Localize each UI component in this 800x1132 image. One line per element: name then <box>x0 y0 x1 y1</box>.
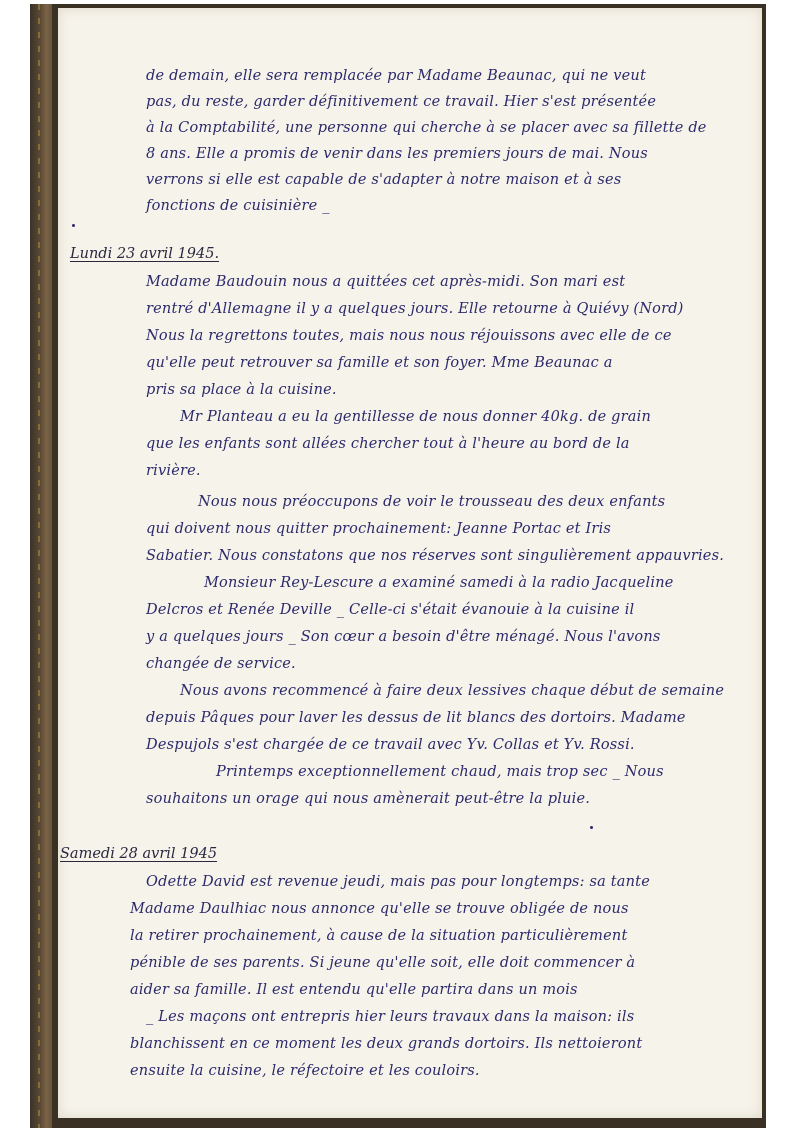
entry-date-heading: Lundi 23 avril 1945. <box>70 246 220 262</box>
journal-line: changée de service. <box>146 656 296 672</box>
journal-line: pris sa place à la cuisine. <box>146 382 337 398</box>
journal-line: Nous la regrettons toutes, mais nous nous réjouissons avec elle de ce <box>146 328 672 344</box>
journal-line: qu'elle peut retrouver sa famille et son foyer. Mme Beaunac a <box>146 355 613 371</box>
journal-line: depuis Pâques pour laver les dessus de lit blancs des dortoirs. Madame <box>146 710 686 726</box>
journal-line: que les enfants sont allées chercher tout à l'heure au bord de la <box>146 436 630 452</box>
journal-line: Madame Baudouin nous a quittées cet après-midi. Son mari est <box>146 274 626 290</box>
journal-line: pas, du reste, garder définitivement ce travail. Hier s'est présentée <box>146 94 657 110</box>
journal-line: blanchissent en ce moment les deux grands dortoirs. Ils nettoieront <box>130 1036 643 1052</box>
journal-line: de demain, elle sera remplacée par Madame Beaunac, qui ne veut <box>146 68 646 84</box>
journal-line: Despujols s'est chargée de ce travail avec Yv. Collas et Yv. Rossi. <box>146 737 635 753</box>
journal-line: Nous nous préoccupons de voir le trousseau des deux enfants <box>198 494 666 510</box>
journal-line: Monsieur Rey-Lescure a examiné samedi à la radio Jacqueline <box>204 575 674 591</box>
journal-line: à la Comptabilité, une personne qui cherche à se placer avec sa fillette de <box>146 120 707 136</box>
journal-line: pénible de ses parents. Si jeune qu'elle soit, elle doit commencer à <box>130 955 636 971</box>
journal-line: verrons si elle est capable de s'adapter à notre maison et à ses <box>146 172 622 188</box>
journal-line: y a quelques jours _ Son cœur a besoin d'être ménagé. Nous l'avons <box>146 629 661 645</box>
journal-page <box>58 8 762 1118</box>
journal-line: Printemps exceptionnellement chaud, mais trop sec _ Nous <box>216 764 664 780</box>
journal-line: rivière. <box>146 463 201 479</box>
ink-dot <box>72 224 75 227</box>
journal-line: Nous avons recommencé à faire deux lessives chaque début de semaine <box>180 683 725 699</box>
journal-line: Mr Planteau a eu la gentillesse de nous donner 40kg. de grain <box>180 409 652 425</box>
journal-line: rentré d'Allemagne il y a quelques jours. Elle retourne à Quiévy (Nord) <box>146 301 684 317</box>
journal-line: Madame Daulhiac nous annonce qu'elle se trouve obligée de nous <box>130 901 629 917</box>
entry-date-heading: Samedi 28 avril 1945 <box>60 846 218 862</box>
journal-line: la retirer prochainement, à cause de la situation particulièrement <box>130 928 628 944</box>
journal-line: fonctions de cuisinière _ <box>146 198 330 214</box>
journal-line: qui doivent nous quitter prochainement: Jeanne Portac et Iris <box>146 521 612 537</box>
journal-line: aider sa famille. Il est entendu qu'elle partira dans un mois <box>130 982 578 998</box>
ink-dot <box>590 826 593 829</box>
journal-line: Sabatier. Nous constatons que nos réserves sont singulièrement appauvries. <box>146 548 725 564</box>
journal-line: _ Les maçons ont entrepris hier leurs travaux dans la maison: ils <box>146 1009 635 1025</box>
journal-line: ensuite la cuisine, le réfectoire et les couloirs. <box>130 1063 480 1079</box>
journal-line: Delcros et Renée Deville _ Celle-ci s'était évanouie à la cuisine il <box>146 602 635 618</box>
journal-line: 8 ans. Elle a promis de venir dans les premiers jours de mai. Nous <box>146 146 648 162</box>
journal-line: souhaitons un orage qui nous amènerait peut-être la pluie. <box>146 791 591 807</box>
journal-line: Odette David est revenue jeudi, mais pas pour longtemps: sa tante <box>146 874 650 890</box>
